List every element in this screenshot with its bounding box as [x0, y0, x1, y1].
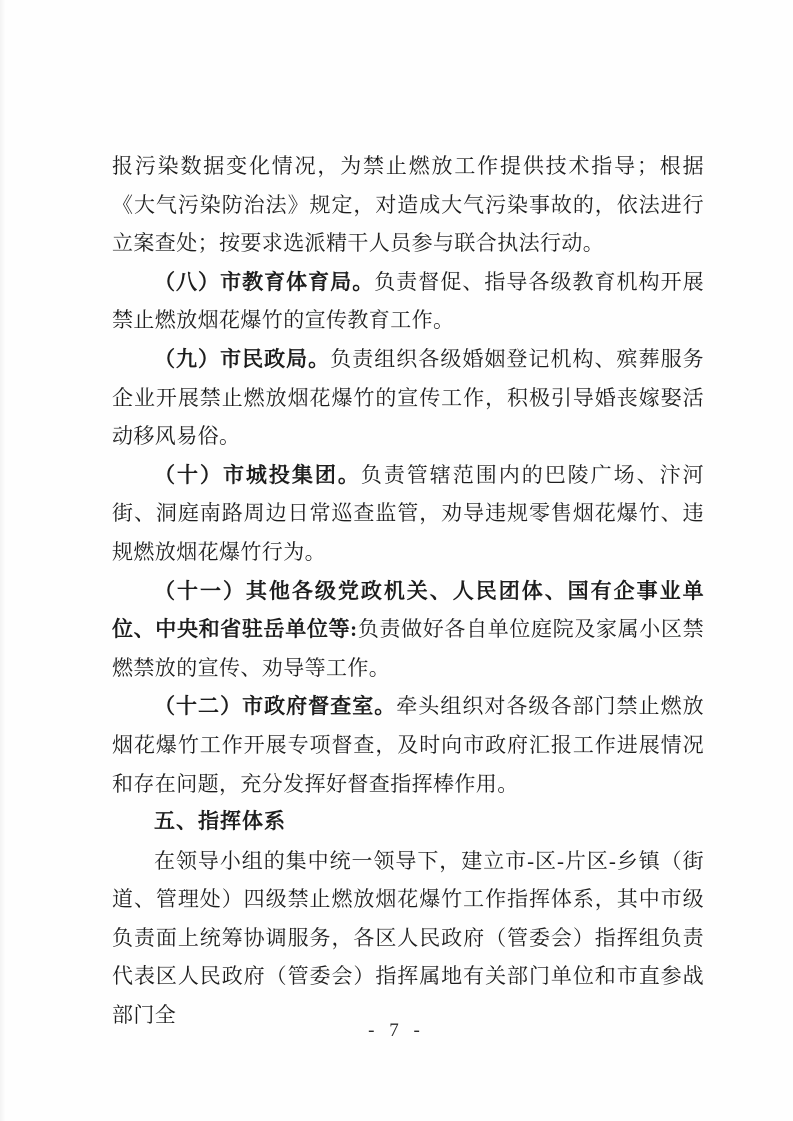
- text-segment: 五、指挥体系: [154, 810, 286, 834]
- text-segment: （八）市教育体育局。: [154, 269, 375, 294]
- paragraph: [112, 842, 704, 1035]
- section-heading: [112, 803, 704, 842]
- text-segment: 负责督促、指导各级教育机构开展禁止燃放烟花爆竹的宣传教育工作。: [112, 269, 704, 333]
- page-number: - 7 -: [368, 1020, 425, 1041]
- paragraph: [112, 263, 704, 340]
- paragraph: [112, 572, 704, 688]
- document-body: [112, 147, 704, 1035]
- text-segment: （九）市民政局。: [154, 346, 331, 371]
- text-segment: 在领导小组的集中统一领导下，建立市-区-片区-乡镇（街道、管理处）四级禁止燃放烟花爆竹工作指挥体系，其中市级负责面上统筹协调服务，各区人民政府（管委会）指挥组负责代表区人民政府（管委会）指挥属地有关部门单位和市直参战部门全: [112, 848, 704, 1028]
- paragraph: [112, 687, 704, 803]
- text-segment: （十二）市政府督查室。: [154, 694, 397, 719]
- text-segment: 负责管辖范围内的巴陵广场、汴河街、洞庭南路周边日常巡查监管，劝导违规零售烟花爆竹、违规燃放烟花爆竹行为。: [112, 462, 704, 564]
- text-segment: 负责做好各自单位庭院及家属小区禁燃禁放的宣传、劝导等工作。: [112, 617, 704, 680]
- text-segment: （十一）其他各级党政机关、人民团体、国有企事业单位、中央和省驻岳单位等:: [112, 578, 704, 642]
- text-segment: 报污染数据变化情况，为禁止燃放工作提供技术指导；根据《大气污染防治法》规定，对造成大气污染事故的，依法进行立案查处；按要求选派精干人员参与联合执法行动。: [112, 154, 704, 256]
- paragraph: [112, 340, 704, 456]
- text-segment: 牵头组织对各级各部门禁止燃放烟花爆竹工作开展专项督查，及时向市政府汇报工作进展情况和存在问题，充分发挥好督查指挥棒作用。: [112, 694, 704, 796]
- paragraph: [112, 147, 704, 263]
- text-segment: 负责组织各级婚姻登记机构、殡葬服务企业开展禁止燃放烟花爆竹的宣传工作，积极引导婚丧嫁娶活动移风易俗。: [112, 346, 704, 449]
- text-segment: （十）市城投集团。: [154, 462, 361, 487]
- paragraph: [112, 456, 704, 572]
